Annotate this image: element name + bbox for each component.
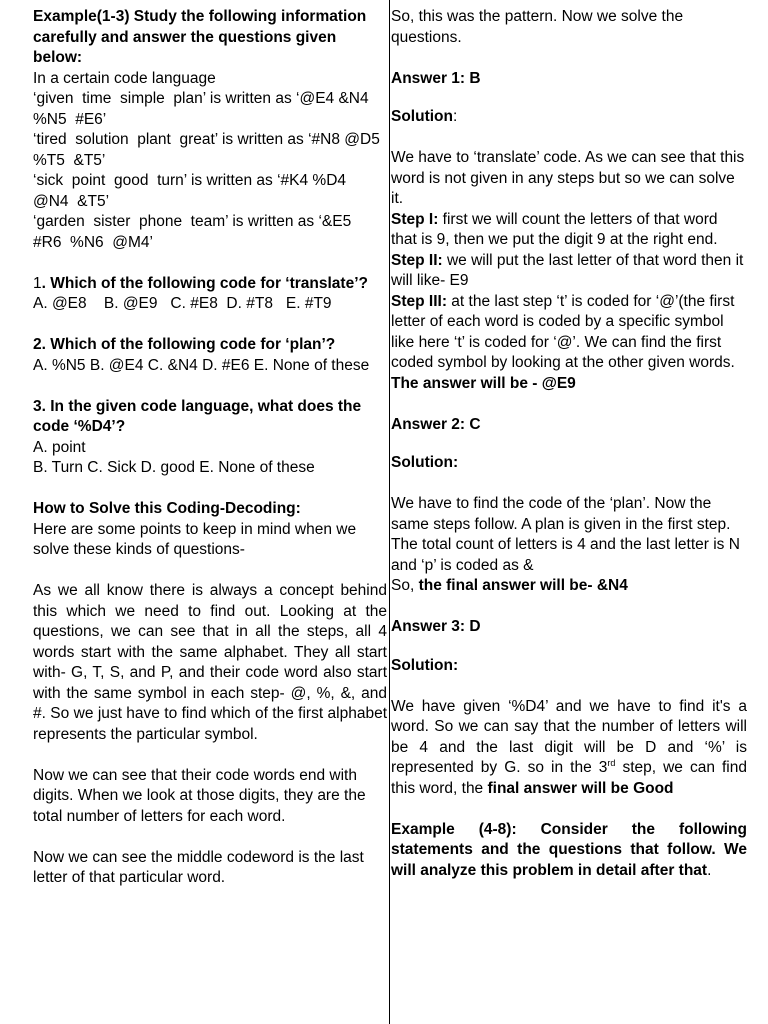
right-column [391,7,747,881]
pattern-line: So, this was the pattern. Now we solve the questions. [391,8,684,46]
step-3 [391,292,747,395]
left-column [33,7,387,889]
solution-1-colon: : [453,108,458,125]
question-3-option-a: A. point [33,438,86,456]
explanation-paragraph-3: Now we can see the middle codeword is the last letter of that particular word. [33,848,364,886]
answer-3-final: final answer will be Good [487,779,674,797]
answer-1-intro: We have to ‘translate’ code. As we can see that this word is not given in any steps but so we can solve it. [391,149,745,207]
how-to-heading: How to Solve this Coding-Decoding: [33,500,301,517]
explanation-paragraph-2: Now we can see that their code words end with digits. When we look at those digits, they are the total number of letters for each word. [33,766,366,825]
answer-3-text [391,697,747,800]
solution-3-label: Solution: [391,656,459,674]
answer-3-text-part-1: We have given ‘%D4’ and we have to find it's a word. So we can say that the number of letters will be 4 and the last digit will be D and ‘%’ is represented by G. so in the 3 [391,697,747,776]
answer-2-text: We have to find the code of the ‘plan’. Now the same steps follow. A plan is given in the first step. The total count of letters is 4 and the last letter is N and ‘p’ is coded as & [391,495,740,574]
answer-2-final [391,576,747,597]
step-3-text: at the last step ‘t’ is coded for ‘@’(the first letter of each word is coded by a specific symbol like here ‘t’ is coded for ‘@’. We can find the first coded symbol by looking at the other given words. [391,292,735,371]
how-to-intro: Here are some points to keep in mind when we solve these kinds of questions- [33,520,357,558]
code-line-4: ‘garden sister phone team’ is written as ‘&E5 #R6 %N6 @M4’ [33,213,360,251]
question-2-options: A. %N5 B. @E4 C. &N4 D. #E6 E. None of these [33,356,370,374]
example-4-8-text: Example (4-8): Consider the following statements and the questions that follow. We will analyze this problem in detail after that [391,820,747,879]
question-3-text: 3. In the given code language, what does the code ‘%D4’? [33,397,362,435]
column-divider [389,0,390,1024]
step-2 [391,251,747,292]
step-2-label: Step II: [391,251,443,269]
question-1-number: 1 [33,274,42,292]
solution-1-label [391,107,747,128]
step-3-answer: The answer will be - @E9 [391,374,576,392]
intro-text: In a certain code language [33,69,216,87]
question-1-options: A. @E8 B. @E9 C. #E8 D. #T8 E. #T9 [33,295,332,312]
step-1-text: first we will count the letters of that word that is 9, then we put the digit 9 at the right end. [391,210,718,248]
answer-2-heading: Answer 2: C [391,415,481,433]
answer-2-final-prefix: So, [391,577,419,594]
question-1-text: . Which of the following code for ‘translate’? [41,274,368,292]
example-heading: Example(1-3) Study the following information carefully and answer the questions given below: [33,8,367,66]
step-3-label: Step III: [391,292,447,310]
answer-3-heading: Answer 3: D [391,618,481,635]
ordinal-superscript: rd [607,757,616,768]
code-line-1: ‘given time simple plan’ is written as ‘@E4 &N4 %N5 #E6’ [33,90,378,128]
answer-2-final-text: the final answer will be- &N4 [418,577,628,594]
code-line-2: ‘tired solution plant great’ is written as ‘#N8 @D5 %T5 &T5’ [33,131,389,169]
answer-1-heading: Answer 1: B [391,69,481,87]
code-line-3: ‘sick point good turn’ is written as ‘#K4 %D4 @N4 &T5’ [33,172,355,210]
explanation-paragraph-1: As we all know there is always a concept behind this which we need to find out. Looking at the questions, we can see that in all the steps, all 4 words start with the same alphabet. They all start with- G, T, S, and P, and their code word also start with the same symbol in each step- @, %, &, and #. So we just have to find which of the first alphabet represents the particular symbol. [33,582,387,743]
example-4-8-period: . [707,861,712,879]
solution-1-label-text: Solution [391,108,453,125]
answer-3-text-part-2: step, we can find this word, the [391,759,747,797]
step-2-text: we will put the last letter of that word then it will like- E9 [391,251,744,289]
question-3-options: B. Turn C. Sick D. good E. None of these [33,459,315,476]
example-4-8 [391,820,747,882]
step-1-label: Step I: [391,210,439,228]
question-1 [33,274,387,295]
step-1 [391,210,747,251]
question-2-text: 2. Which of the following code for ‘plan’? [33,336,336,353]
solution-2-label: Solution: [391,454,459,471]
